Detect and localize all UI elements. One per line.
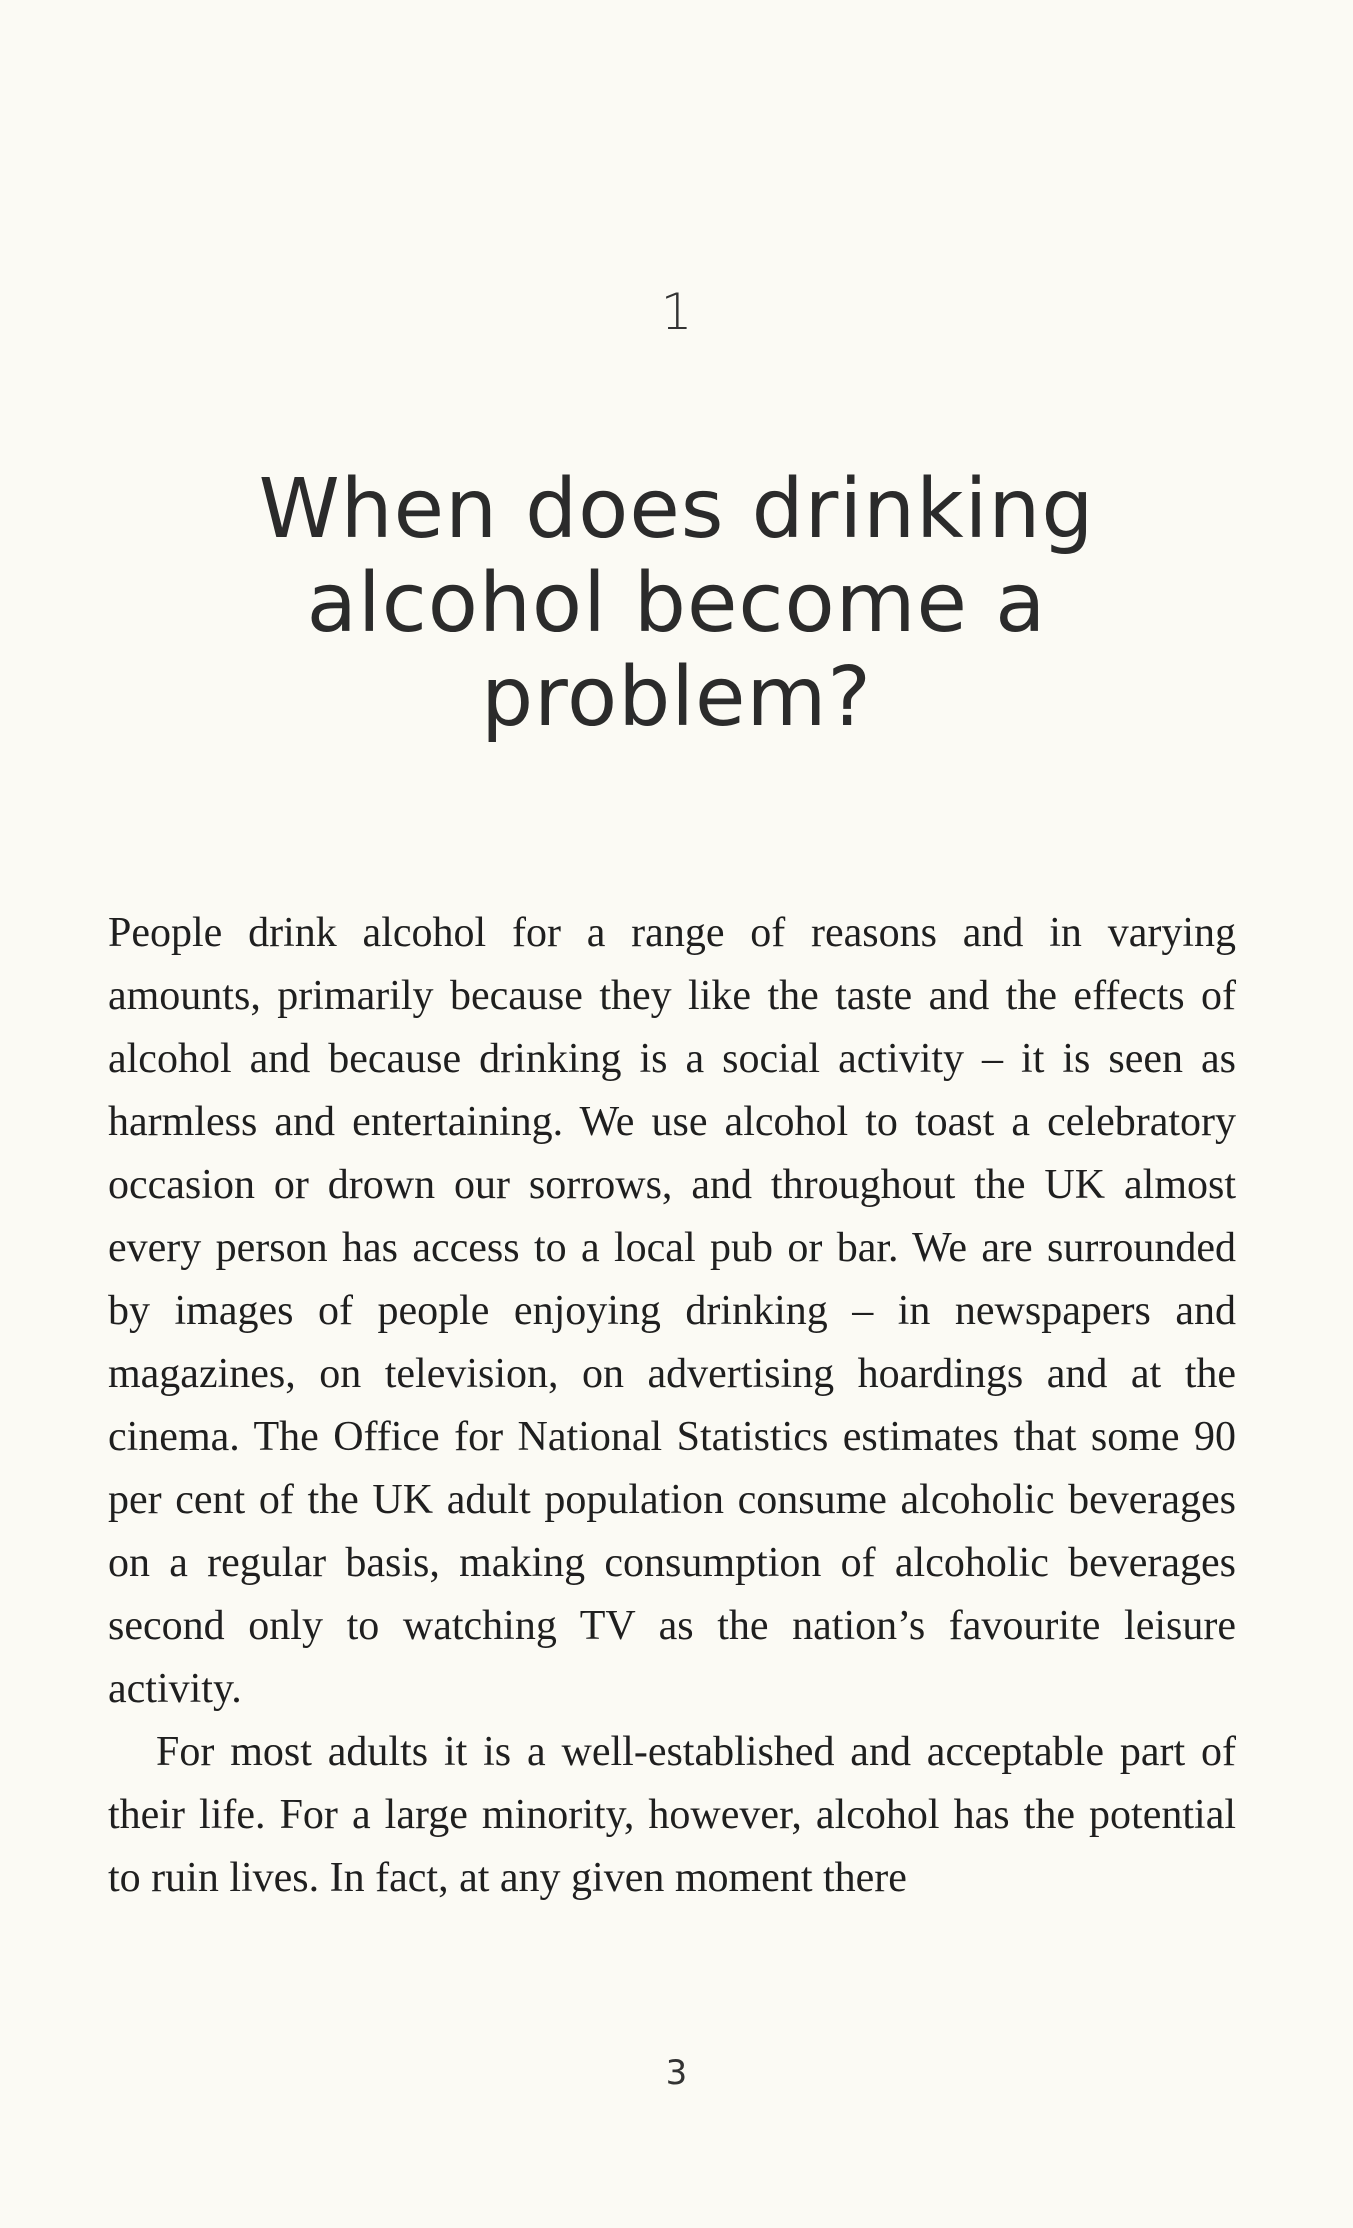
- chapter-title: When does drinking alcohol become a problem?: [258, 462, 1095, 745]
- paragraph-2: For most adults it is a well-established and acceptable part of their life. For a large minority, however, alcohol has the potential to ruin lives. In fact, at any given moment there: [108, 1729, 1236, 1901]
- paragraph-1: People drink alcohol for a range of reasons and in varying amounts, primarily because they like the taste and the effects of alcohol and because drinking is a social activity – it is seen as harmless and entertaining. We use alcohol to toast a celebratory occasion or drown our sorrows, and throughout the UK almost every person has access to a local pub or bar. We are surrounded by images of people enjoying drinking – in newspapers and magazines, on television, on advertising hoardings and at the cinema. The Office for National Statistics estimates that some 90 per cent of the UK adult population consume alcoholic beverages on a regular basis, making consumption of alcoholic beverages second only to watching TV as the nation’s favourite leisure activity.: [108, 910, 1236, 1712]
- page-number: 3: [665, 2053, 688, 2093]
- chapter-number: 1: [660, 283, 693, 341]
- body-text: [108, 902, 1236, 1910]
